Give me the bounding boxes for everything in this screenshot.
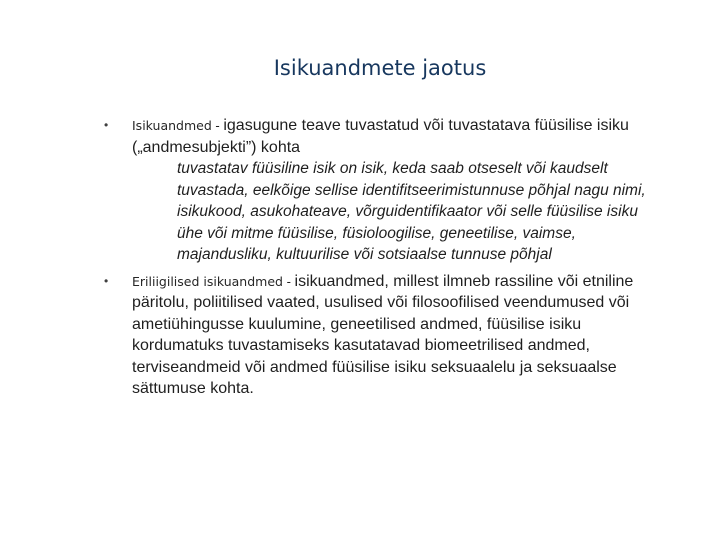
term-personal-data: Isikuandmed bbox=[132, 118, 212, 133]
bullet-special-category-data bbox=[104, 271, 664, 400]
bullet-personal-data bbox=[104, 115, 664, 266]
identifiable-person-explanation: tuvastatav füüsiline isik on isik, keda saab otseselt või kaudselt tuvastada, eelkõige sellise identifitseerimistunnuse põhjal nagu nimi, isikukood, asukohateave, võrguidentifikaator või selle füüsilise isiku ühe või mitme füüsilise, füsioloogilise, geneetilise, vaimse, majandusliku, kultuurilise või sotsiaalse tunnuse põhjal bbox=[177, 160, 646, 263]
definition-personal-data: igasugune teave tuvastatud või tuvastatava füüsilise isiku („andmesubjekti”) kohta bbox=[132, 117, 629, 156]
term-separator: - bbox=[282, 273, 295, 289]
bullet-list bbox=[104, 115, 664, 400]
term-separator: - bbox=[211, 118, 224, 133]
slide-title: Isikuandmete jaotus bbox=[273, 56, 487, 80]
definition-special-category-data: isikuandmed, millest ilmneb rassiline või etniline päritolu, poliitilised vaated, usulised või filosoofilised veendumused või ametiühingusse kuulumine, geneetilised andmed, füüsilise isiku kordumatuks tuvastamiseks kasutatavad biomeetrilised andmed, terviseandmeid või andmed füüsilise isiku seksuaalelu ja seksuaalse sättumuse kohta. bbox=[132, 272, 634, 397]
term-special-category-data: Eriliigilised isikuandmed bbox=[132, 273, 283, 289]
bullet-marker: • bbox=[104, 273, 109, 288]
bullet-marker: • bbox=[104, 118, 109, 132]
